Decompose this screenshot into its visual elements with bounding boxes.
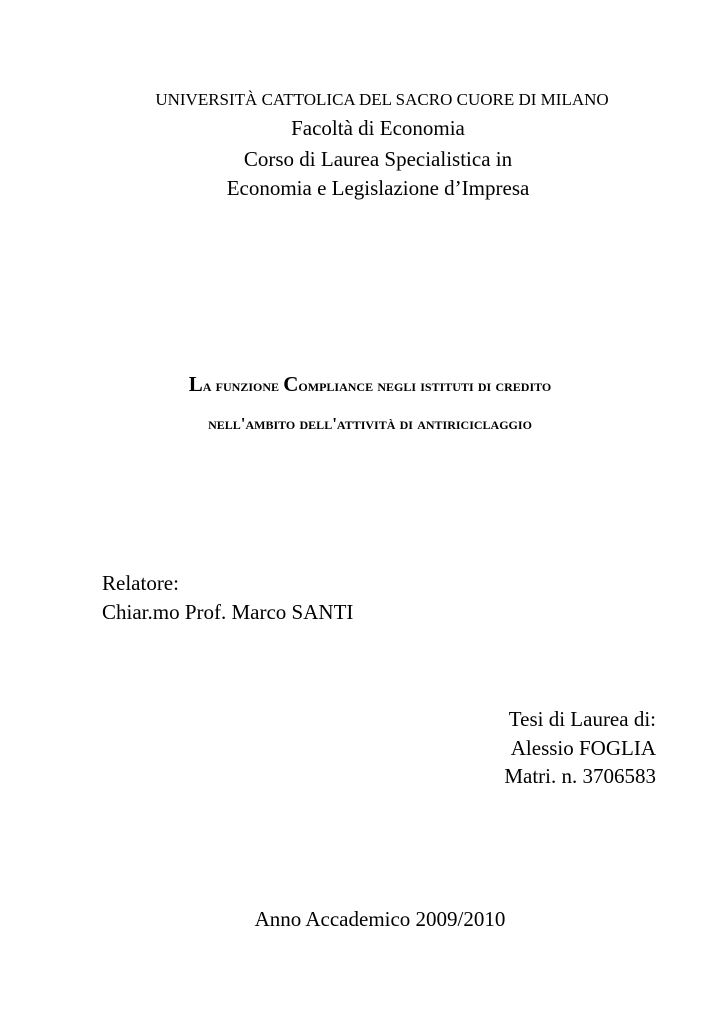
university-name: UNIVERSITÀ CATTOLICA DEL SACRO CUORE DI MILANO (155, 90, 609, 109)
course-line-2: Economia e Legislazione d’Impresa (226, 176, 530, 200)
author-name: Alessio FOGLIA (510, 736, 656, 760)
thesis-title-line-2: nell'ambito dell'attività di antiriciclaggio (208, 414, 532, 433)
thesis-title-line-1 (8, 372, 724, 397)
course-line-1: Corso di Laurea Specialistica in (243, 147, 513, 171)
thesis-label: Tesi di Laurea di: (508, 707, 656, 731)
academic-year: Anno Accademico 2009/2010 (254, 907, 506, 931)
student-id: Matri. n. 3706583 (504, 764, 656, 788)
title-initial-c: C (283, 372, 299, 396)
supervisor-name: Chiar.mo Prof. Marco SANTI (102, 600, 354, 624)
supervisor-label: Relatore: (102, 571, 179, 595)
title-text-part-1: a funzione (202, 376, 284, 395)
title-text-part-2: ompliance negli istituti di credito (298, 376, 552, 395)
faculty-name: Facoltà di Economia (291, 116, 465, 140)
title-initial-l: L (188, 372, 203, 396)
